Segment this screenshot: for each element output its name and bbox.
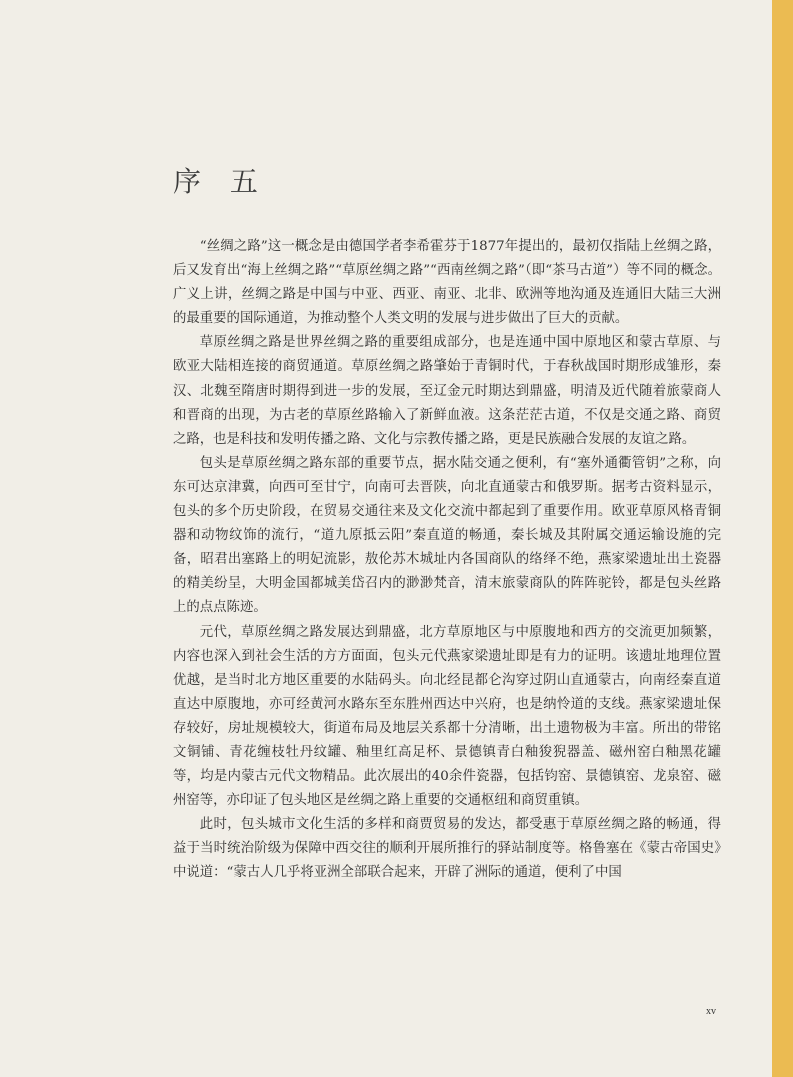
body-text <box>173 235 721 886</box>
paragraph-3: 包头是草原丝绸之路东部的重要节点，据水陆交通之便利，有“塞外通衢管钥”之称，向东可达京津冀，向西可至甘宁，向南可去晋陕，向北直通蒙古和俄罗斯。据考古资料显示，包头的多个历史阶段，在贸易交通往来及文化交流中都起到了重要作用。欧亚草原风格青铜器和动物纹饰的流行，“道九原抵云阳”秦直道的畅通，秦长城及其附属交通运输设施的完备，昭君出塞路上的明妃流影，敖伦苏木城址内各国商队的络绎不绝，燕家梁遗址出土瓷器的精美纷呈，大明金国都城美岱召内的渺渺梵音，清末旅蒙商队的阵阵驼铃，都是包头丝路上的点点陈迹。 <box>173 455 721 616</box>
paragraph-2: 草原丝绸之路是世界丝绸之路的重要组成部分，也是连通中国中原地区和蒙古草原、与欧亚大陆相连接的商贸通道。草原丝绸之路肇始于青铜时代，于春秋战国时期形成雏形，秦汉、北魏至隋唐时期得到进一步的发展，至辽金元时期达到鼎盛，明清及近代随着旅蒙商人和晋商的出现，为古老的草原丝路输入了新鲜血液。这条茫茫古道，不仅是交通之路、商贸之路，也是科技和发明传播之路、文化与宗教传播之路，更是民族融合发展的友谊之路。 <box>173 335 721 447</box>
paragraph-5: 此时，包头城市文化生活的多样和商贾贸易的发达，都受惠于草原丝绸之路的畅通，得益于当时统治阶级为保障中西交往的顺利开展所推行的驿站制度等。格鲁塞在《蒙古帝国史》中说道：“蒙古人几乎将亚洲全部联合起来，开辟了洲际的通道，便利了中国 <box>173 817 721 881</box>
paragraph-1: “丝绸之路”这一概念是由德国学者李希霍芬于1877年提出的，最初仅指陆上丝绸之路，后又发育出“海上丝绸之路”“草原丝绸之路”“西南丝绸之路”（即“茶马古道”）等不同的概念。广义上讲，丝绸之路是中国与中亚、西亚、南亚、北非、欧洲等地沟通及连通旧大陆三大洲的最重要的国际通道，为推动整个人类文明的发展与进步做出了巨大的贡献。 <box>173 239 721 327</box>
page-edge-color-bar <box>772 0 793 1077</box>
page-number: xv <box>706 1006 716 1017</box>
paragraph-4: 元代，草原丝绸之路发展达到鼎盛，北方草原地区与中原腹地和西方的交流更加频繁，内容也深入到社会生活的方方面面，包头元代燕家梁遗址即是有力的证明。该遗址地理位置优越，是当时北方地区重要的水陆码头。向北经昆都仑沟穿过阴山直通蒙古，向南经秦直道直达中原腹地，亦可经黄河水路东至东胜州西达中兴府，也是纳怜道的支线。燕家梁遗址保存较好，房址规模较大，街道布局及地层关系都十分清晰，出土遗物极为丰富。所出的带铭文铜铺、青花缠枝牡丹纹罐、釉里红高足杯、景德镇青白釉狻猊器盖、磁州窑白釉黑花罐等，均是内蒙古元代文物精品。此次展出的40余件瓷器，包括钧窑、景德镇窑、龙泉窑、磁州窑等，亦印证了包头地区是丝绸之路上重要的交通枢纽和商贸重镇。 <box>173 624 721 809</box>
page-title: 序 五 <box>173 165 268 198</box>
